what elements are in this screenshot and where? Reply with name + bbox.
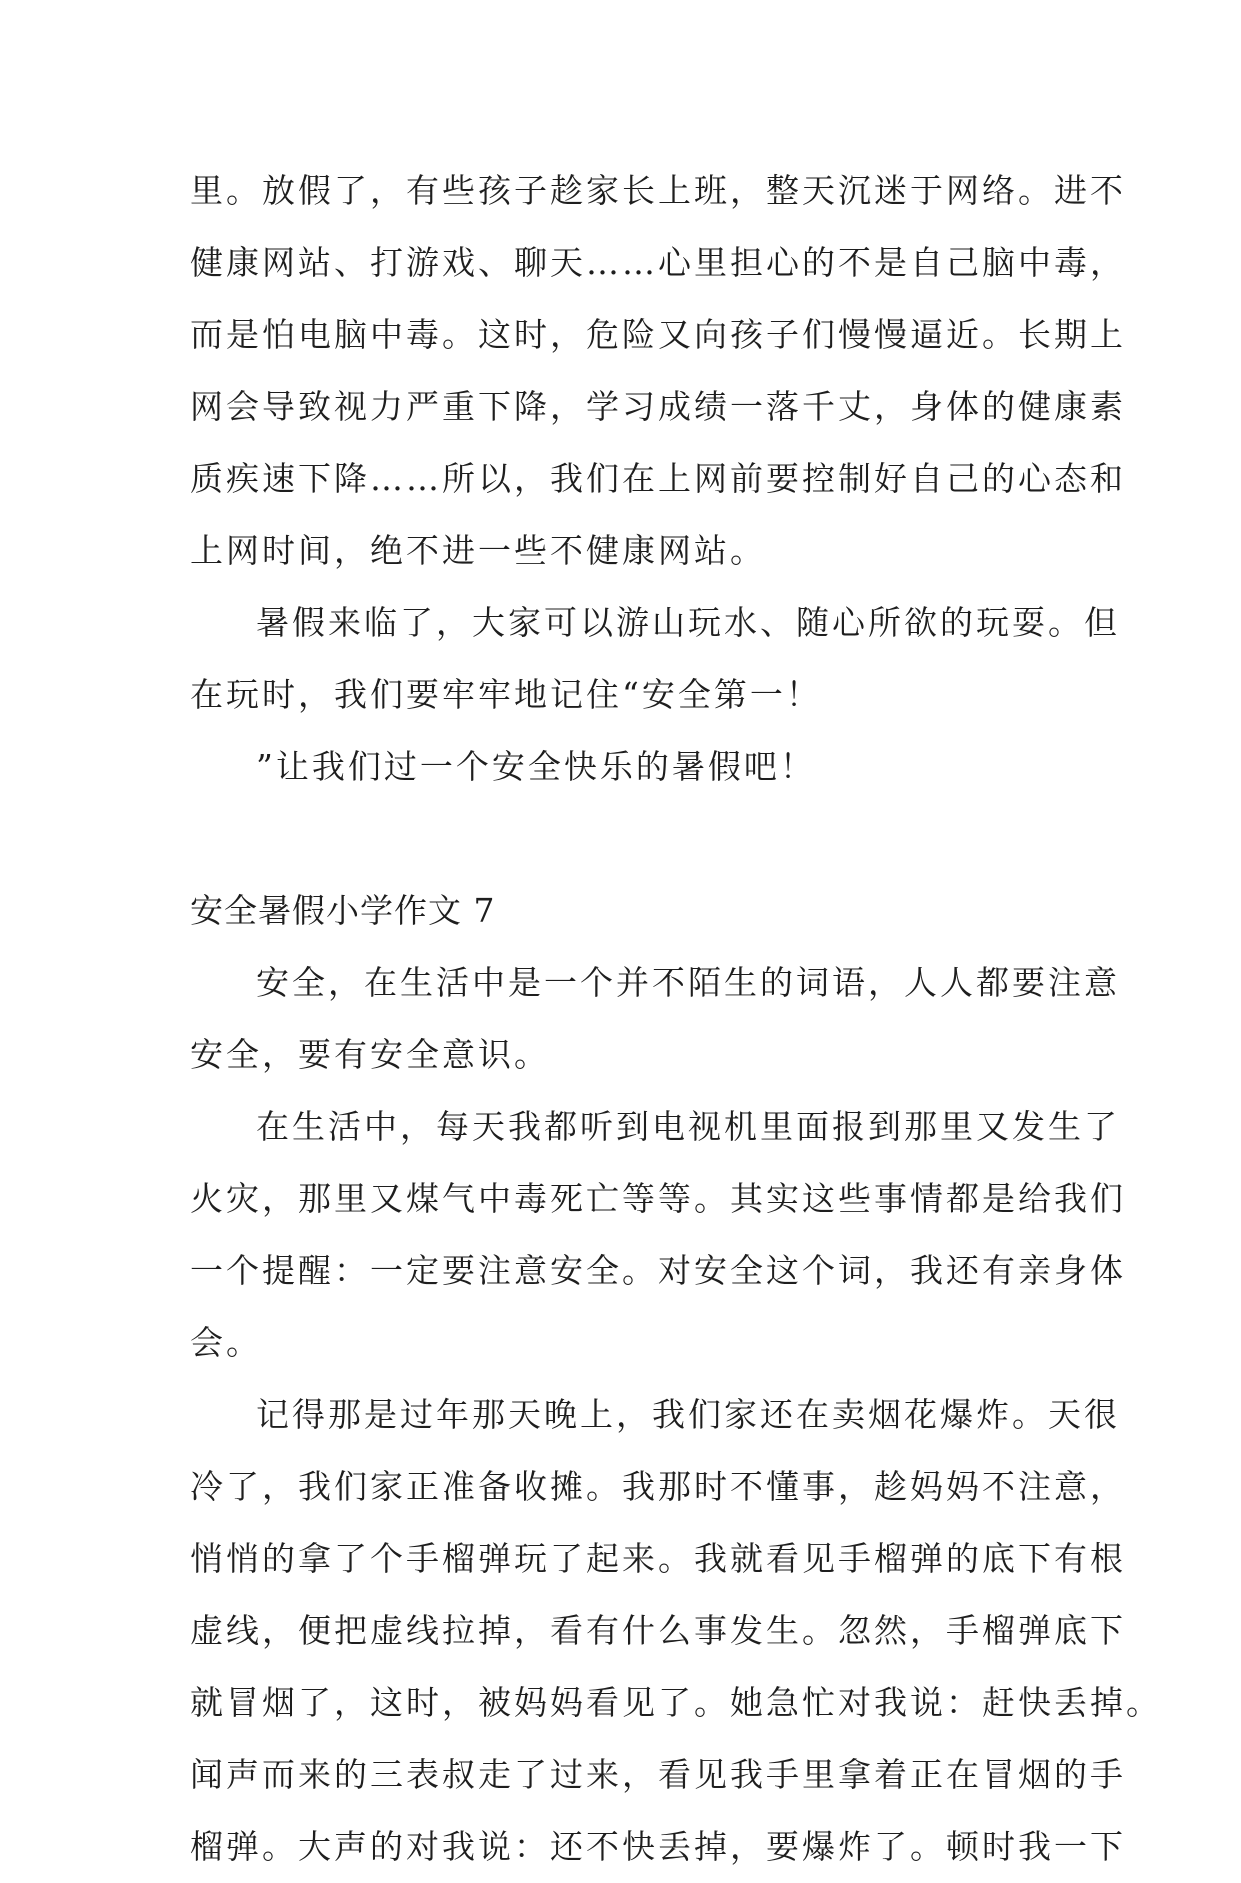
text-line: 网会导致视力严重下降，学习成绩一落千丈，身体的健康素 bbox=[190, 387, 1126, 426]
text-line: 冷了，我们家正准备收摊。我那时不懂事，趁妈妈不注意， bbox=[190, 1467, 1126, 1506]
text-line: ”让我们过一个安全快乐的暑假吧！ bbox=[256, 747, 816, 786]
text-line: 榴弹。大声的对我说：还不快丢掉，要爆炸了。顿时我一下 bbox=[190, 1827, 1126, 1866]
text-line: 健康网站、打游戏、聊天……心里担心的不是自己脑中毒， bbox=[190, 243, 1126, 282]
text-line: 安全，在生活中是一个并不陌生的词语，人人都要注意 bbox=[256, 963, 1120, 1002]
text-line: 悄悄的拿了个手榴弹玩了起来。我就看见手榴弹的底下有根 bbox=[190, 1539, 1126, 1578]
text-line: 会。 bbox=[190, 1323, 262, 1362]
text-line: 虚线，便把虚线拉掉，看有什么事发生。忽然，手榴弹底下 bbox=[190, 1611, 1126, 1650]
text-line: 在生活中，每天我都听到电视机里面报到那里又发生了 bbox=[256, 1107, 1120, 1146]
text-line: 而是怕电脑中毒。这时，危险又向孩子们慢慢逼近。长期上 bbox=[190, 315, 1126, 354]
section-gap bbox=[190, 803, 1070, 875]
text-line: 在玩时，我们要牢牢地记住“安全第一！ bbox=[190, 675, 822, 714]
text-line: 安全，要有安全意识。 bbox=[190, 1035, 550, 1074]
text-line: 暑假来临了，大家可以游山玩水、随心所欲的玩耍。但 bbox=[256, 603, 1120, 642]
text-line: 上网时间，绝不进一些不健康网站。 bbox=[190, 531, 766, 570]
essay-heading: 安全暑假小学作文 7 bbox=[190, 891, 496, 930]
text-line: 火灾，那里又煤气中毒死亡等等。其实这些事情都是给我们 bbox=[190, 1179, 1126, 1218]
text-line: 里。放假了，有些孩子趁家长上班，整天沉迷于网络。进不 bbox=[190, 171, 1126, 210]
text-line: 就冒烟了，这时，被妈妈看见了。她急忙对我说：赶快丢掉。 bbox=[190, 1683, 1162, 1722]
text-line: 质疾速下降……所以，我们在上网前要控制好自己的心态和 bbox=[190, 459, 1126, 498]
text-line: 闻声而来的三表叔走了过来，看见我手里拿着正在冒烟的手 bbox=[190, 1755, 1126, 1794]
document-body bbox=[190, 155, 1162, 1883]
text-line: 一个提醒：一定要注意安全。对安全这个词，我还有亲身体 bbox=[190, 1251, 1126, 1290]
text-line: 记得那是过年那天晚上，我们家还在卖烟花爆炸。天很 bbox=[256, 1395, 1120, 1434]
